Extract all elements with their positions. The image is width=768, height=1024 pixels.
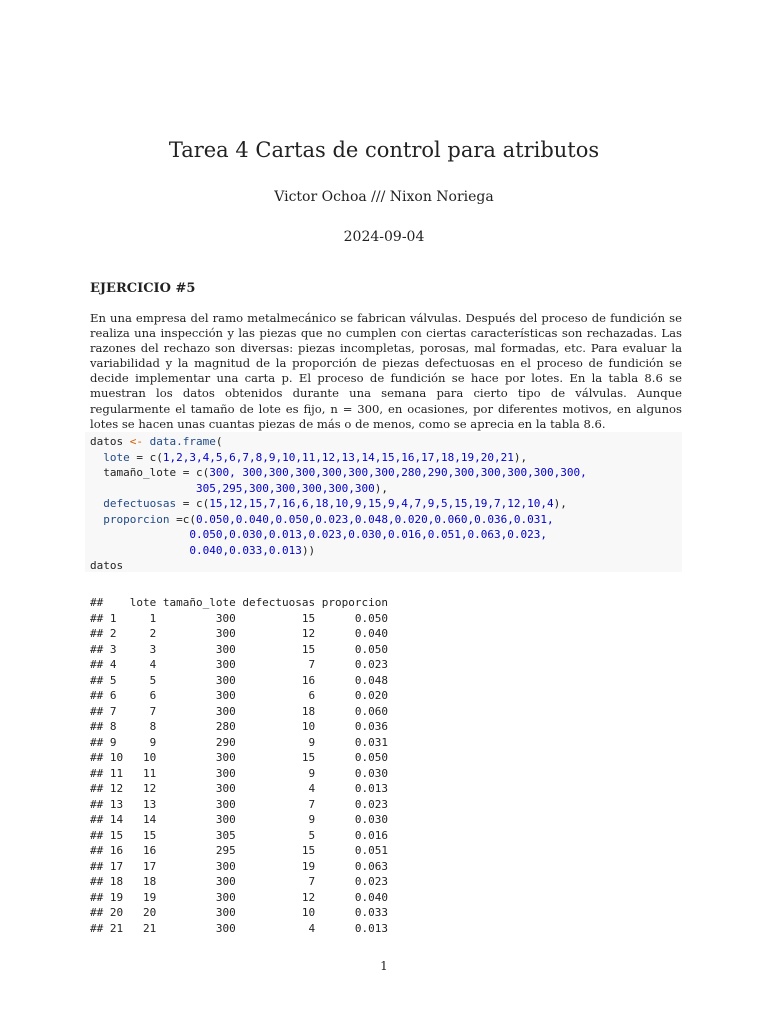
document-authors: Victor Ochoa /// Nixon Noriega	[274, 189, 494, 205]
output-row: ## 20 20 300 10 0.033	[90, 906, 389, 919]
output-row: ## 12 12 300 4 0.013	[90, 782, 389, 795]
output-row: ## 17 17 300 19 0.063	[90, 859, 389, 873]
output-row: ## 7 7 300 18 0.060	[90, 704, 389, 718]
code-var: datos	[90, 435, 124, 448]
code-block	[85, 432, 682, 572]
output-row: ## 6 6 300 6 0.020	[90, 689, 389, 702]
code-tam-values-2: 305,295,300,300,300,300,300	[195, 481, 375, 495]
code-def-values: 15,12,15,7,16,6,18,10,9,15,9,4,7,9,5,15,19,7,12,10,4	[209, 497, 554, 510]
output-row: ## 16 16 295 15 0.051	[90, 844, 389, 857]
output-row: ## 2 2 300 12 0.040	[90, 627, 389, 640]
document-title: Tarea 4 Cartas de control para atributos	[168, 138, 600, 162]
output-row: ## 18 18 300 7 0.023	[90, 875, 389, 888]
output-row: ## 19 19 300 12 0.040	[90, 890, 389, 904]
output-row: ## 9 9 290 9 0.031	[90, 735, 389, 749]
code-prop-values-1: 0.050,0.040,0.050,0.023,0.048,0.020,0.060,0.036,0.031,	[195, 512, 554, 526]
code-fn: data.frame	[149, 435, 216, 448]
output-row: ## 13 13 300 7 0.023	[90, 797, 389, 811]
exercise-paragraph	[90, 311, 682, 432]
code-tam-name: tamaño_lote	[103, 466, 177, 479]
output-row: ## 8 8 280 10 0.036	[90, 720, 389, 733]
output-row: ## 1 1 300 15 0.050	[90, 611, 389, 625]
output-row: ## 3 3 300 15 0.050	[90, 642, 389, 656]
section-heading: EJERCICIO #5	[90, 281, 196, 296]
output-row: ## 4 4 300 7 0.023	[90, 658, 389, 671]
code-prop-values-2: 0.050,0.030,0.013,0.023,0.030,0.016,0.051,0.063,0.023,	[189, 528, 547, 541]
output-row: ## 5 5 300 16 0.048	[90, 673, 389, 687]
output-row: ## 21 21 300 4 0.013	[90, 921, 389, 935]
document-date: 2024-09-04	[343, 229, 425, 245]
code-assign: <-	[129, 435, 143, 448]
code-lote-name: lote	[103, 450, 130, 464]
paragraph-text: En una empresa del ramo metalmecánico se fabrican válvulas. Después del proceso de fundición se realiza una inspección y las piezas que no cumplen con ciertas características son rechazadas. Las razones del rechazo son diversas: piezas incompletas, porosas, mal formadas, etc. Para evaluar la variabilidad y la magnitud de la proporción de piezas defectuosas en el proceso de fundición se decide implementar una carta p. El proceso de fundición se hace por lotes. En la tabla 8.6 se muestran los datos obtenidos durante una semana para cierto tipo de válvulas. Aunque regularmente el tamaño de lote es fijo, n = 300, en ocasiones, por diferentes motivos, en algunos lotes se hacen unas cuantas piezas de más o de menos, como se aprecia en la tabla 8.6.	[90, 311, 682, 431]
output-table	[90, 595, 388, 936]
output-row: ## 14 14 300 9 0.030	[90, 813, 389, 826]
code-text: datos <- data.frame( lote = c(1,2,3,4,5,6,7,8,9,10,11,12,13,14,15,16,17,18,19,20,21), tamaño_lote = c(300, 300,300,300,300,300,300,280,290,300,300,300,300,300, 305,295,300,300,300,300,300), defectuosas = c(15,12,15,7,16,6,18,10,9,15,9,4,7,9,5,15,19,7,12,10,4), proporcion =c(0.050,0.040,0.050,0.023,0.048,0.020,0.060,0.036,0.031, 0.050,0.030,0.013,0.023,0.030,0.016,0.051,0.063,0.023, 0.040,0.033,0.013)) datos	[90, 435, 587, 572]
code-lote-values: 1,2,3,4,5,6,7,8,9,10,11,12,13,14,15,16,17,18,19,20,21	[162, 450, 514, 464]
output-row: ## 11 11 300 9 0.030	[90, 766, 389, 780]
code-prop-name: proporcion	[103, 512, 170, 526]
page-number: 1	[380, 959, 388, 973]
output-header-row: ## lote tamaño_lote defectuosas proporcion	[90, 596, 389, 609]
code-print-line: datos	[90, 559, 124, 572]
output-row: ## 10 10 300 15 0.050	[90, 751, 389, 764]
console-output	[90, 595, 388, 936]
output-row: ## 15 15 305 5 0.016	[90, 828, 389, 842]
code-def-name: defectuosas	[103, 497, 177, 510]
code-tam-values-1: 300, 300,300,300,300,300,300,280,290,300,300,300,300,300,	[209, 466, 587, 479]
code-prop-values-3: 0.040,0.033,0.013	[189, 543, 302, 557]
